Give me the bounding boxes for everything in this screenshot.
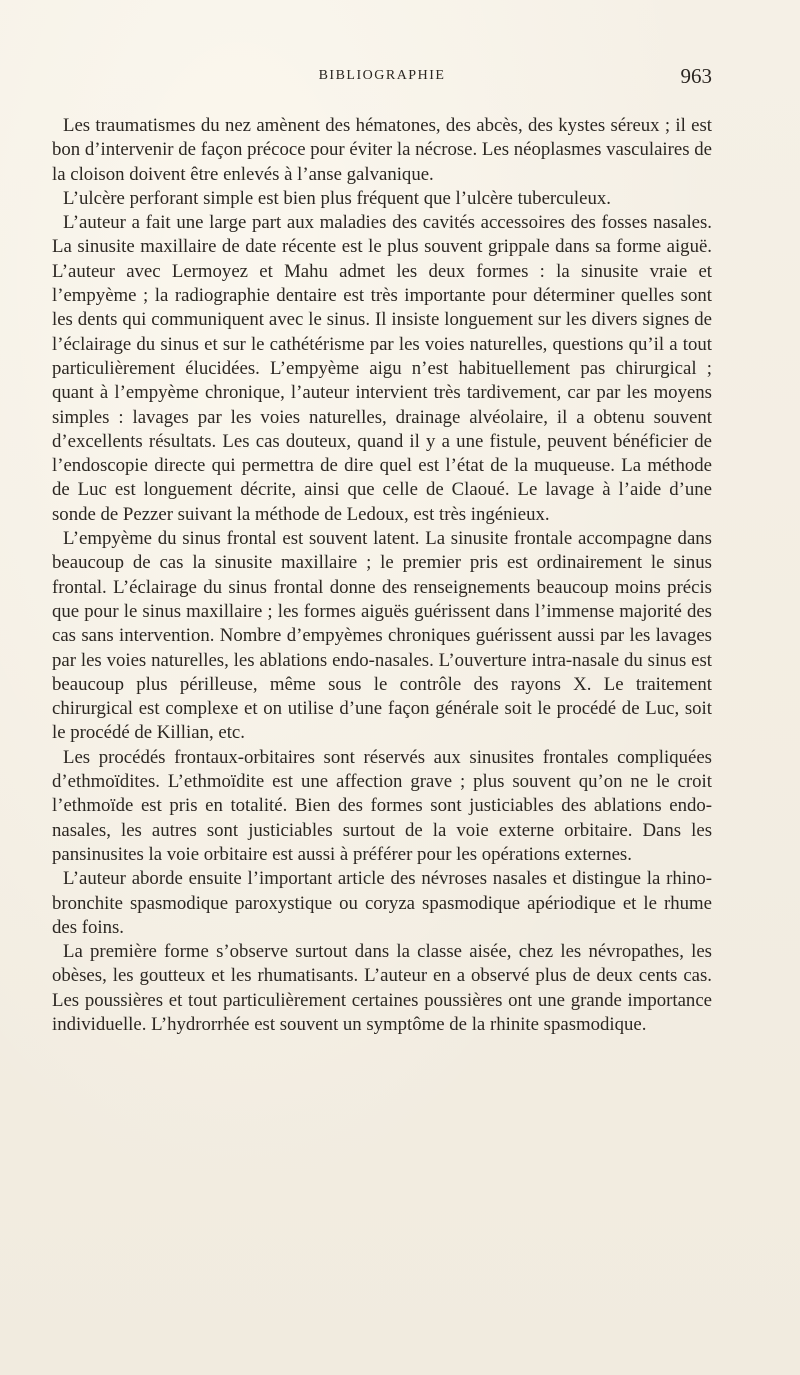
paragraph-maxillary-sinusitis: L’auteur a fait une large part aux maladies des cavités accessoires des fosses nasales. La sinusite maxillaire de date récente est le plus souvent grippale dans sa forme aiguë. L’auteur avec Lermoyez et Mahu admet les deux formes : la sinusite vraie et l’empyème ; la radiographie dentaire est très importante pour déterminer quelles sont les dents qui communiquent avec le sinus. Il insiste longuement sur les divers signes de l’éclairage du sinus et sur le cathétérisme par les voies naturelles, questions qu’il a tout particulièrement élucidées. L’empyème aigu n’est habituellement pas chirurgical ; quant à l’empyème chronique, l’auteur intervient très tardivement, car par les moyens simples : lavages par les voies naturelles, drainage alvéolaire, il a obtenu souvent d’excellents résultats. Les cas douteux, quand il y a une fistule, peuvent bénéficier de l’endoscopie directe qui permettra de dire quel est l’état de la muqueuse. La méthode de Luc est longuement décrite, ainsi que celle de Claoué. Le lavage à l’aide d’une sonde de Pezzer suivant la méthode de Ledoux, est très ingénieux. [52,212,712,525]
running-title: BIBLIOGRAPHIE [318,68,446,83]
page-number: 963 [680,64,712,88]
paragraph-fronto-orbital: Les procédés frontaux-orbitaires sont réservés aux sinusites frontales compliquées d’ethmoïdites. L’ethmoïdite est une affection grave ; plus souvent qu’on ne le croit l’ethmoïde est pris en totalité. Bien des formes sont justiciables des ablations endo-nasales, les autres sont justiciables surtout de la voie externe orbitaire. Dans les pansinusites la voie orbitaire est aussi à préférer pour les opérations externes. [52,746,712,865]
paragraph-nasal-trauma: Les traumatismes du nez amènent des hématones, des abcès, des kystes séreux ; il est bon d’intervenir de façon précoce pour éviter la nécrose. Les néoplasmes vasculaires de la cloison doivent être enlevés à l’anse galvanique. [52,115,712,185]
paragraph-first-form: La première forme s’observe surtout dans la classe aisée, chez les névropathes, les obèses, les goutteux et les rhumatisants. L’auteur en a observé plus de deux cents cas. Les poussières et tout particulièrement certaines poussières ont une grande importance individuelle. L’hydrorrhée est souvent un symptôme de la rhinite spasmodique. [52,941,712,1035]
body-text [52,114,712,1037]
paragraph-perforating-ulcer: L’ulcère perforant simple est bien plus fréquent que l’ulcère tuberculeux. [63,187,611,209]
paragraph-nasal-neuroses: L’auteur aborde ensuite l’important article des névroses nasales et distingue la rhino-bronchite spasmodique paroxystique ou coryza spasmodique apériodique et le rhume des foins. [52,868,712,938]
running-head [52,64,712,92]
paragraph-frontal-sinus: L’empyème du sinus frontal est souvent latent. La sinusite frontale accompagne dans beaucoup de cas la sinusite maxillaire ; le premier pris est ordinairement le sinus frontal. L’éclairage du sinus frontal donne des renseignements beaucoup moins précis que pour le sinus maxillaire ; les formes aiguës guérissent dans l’immense majorité des cas sans intervention. Nombre d’empyèmes chroniques guérissent aussi par les lavages par les voies naturelles, les ablations endo-nasales. L’ouverture intra-nasale du sinus est beaucoup plus périlleuse, même sous le contrôle des rayons X. Le traitement chirurgical est complexe et on utilise d’une façon générale soit le procédé de Luc, soit le procédé de Killian, etc. [52,528,712,744]
